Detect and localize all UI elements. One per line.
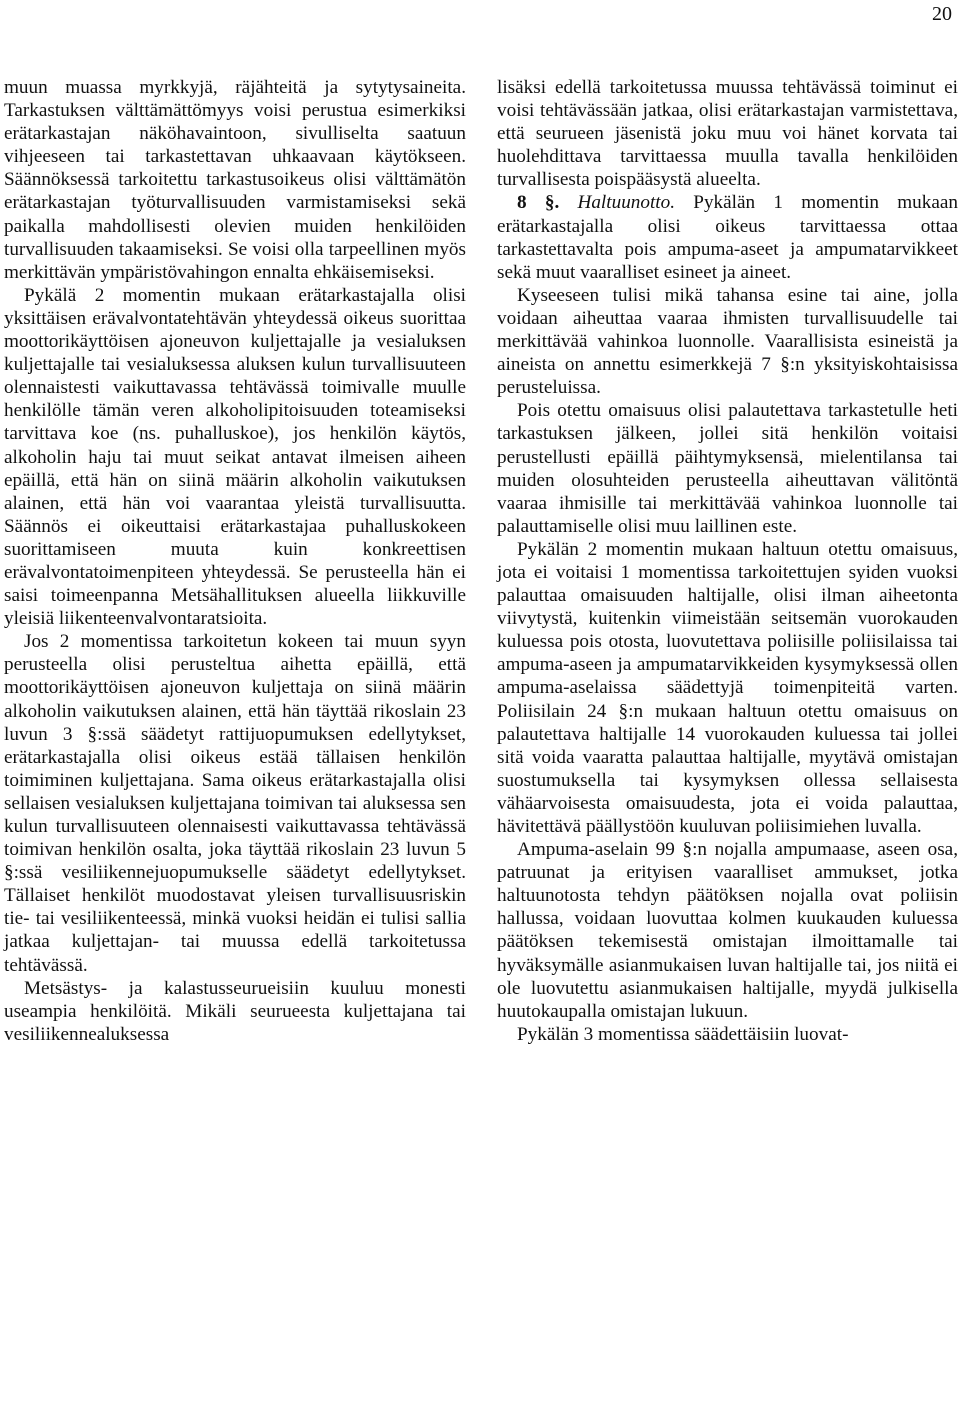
right-paragraph-1: lisäksi edellä tarkoitetussa muussa tehtävässä toiminut ei voisi tehtävässään jatkaa, olisi erätarkastajan varmistettava, että seurueen jäsenistä joku muu voi hänet korvata tai huolehdittava tarvittaessa muulla tavalla henkilöiden turvallisesta poispääsystä alueelta. (497, 77, 958, 191)
section-8-paragraph (497, 191, 958, 283)
left-paragraph-3: Jos 2 momentissa tarkoitetun kokeen tai muun syyn perusteella olisi perusteltua aihetta epäillä, että moottorikäyttöisen ajoneuvon kuljettaja on siinä määrin alkoholin vaikutuksen alainen, että hän täyttää rikoslain 23 luvun 3 §:ssä säädetyt rattijuopumuksen edellytykset, erätarkastajalla olisi oikeus estää tällaisen henkilön toimiminen kuljettajana. Sama oikeus erätarkastajalla olisi sellaisen vesialuksen kuljettajana toimivan tai aluksessa sen kulun turvallisuuteen olennaisesti vaikuttavassa tehtävässä toimivan henkilön osalta, joka täyttää rikoslain 23 luvun 5 §:ssä vesiliikennejuopumukselle säädetyt edellytykset. Tällaiset henkilöt muodostavat yleisen turvallisuusriskin tie- tai vesiliikenteessä, minkä vuoksi heidän ei tulisi sallia jatkaa kuljettajan- tai muussa edellä tarkoitetussa tehtävässä. (4, 631, 466, 976)
right-column (497, 76, 958, 1046)
left-column (4, 76, 466, 1046)
right-paragraph-7: Pykälän 3 momentissa säädettäisiin luovat- (517, 1023, 849, 1045)
left-paragraph-4: Metsästys- ja kalastusseurueisiin kuuluu monesti useampia henkilöitä. Mikäli seurueesta kuljettajana tai vesiliikennealuksessa (4, 977, 466, 1045)
left-paragraph-2: Pykälä 2 momentin mukaan erätarkastajalla olisi yksittäisen erävalvontatehtävän yhteydessä oikeus suorittaa moottorikäyttöisen ajoneuvon kuljettajalle ja vesialuksen kuljettajalle tai vesialuksessa aluksen kulun turvallisuuteen olennaistesti vaikuttavassa tehtävässä toimivalle muulle henkilölle tämän veren alkoholipitoisuuden toteamiseksi tarvittava koe (ns. puhalluskoe), jos henkilön käytös, alkoholin haju tai muut seikat antavat ilmeisen aiheen epäillä, että hän on siinä määrin alkoholin vaikutuksen alainen, että hän voi vaarantaa yleistä turvallisuutta. Säännös ei oikeuttaisi erätarkastajaa puhalluskokeen suorittamiseen muuta kuin konkreettisen erävalvontatoimenpiteen yhteydessä. Se perusteella hän ei saisi toimeenpanna Metsähallituksen alueella liikkuville yleisiä liikenteenvalvontaratsioita. (4, 284, 466, 630)
right-paragraph-5: Pykälän 2 momentin mukaan haltuun otettu omaisuus, jota ei voitaisi 1 momentissa tarkoitettujen syiden vuoksi palauttaa omaisuuden haltijalle, olisi ilman aiheetonta viivytystä, kuitenkin viimeistään seitsemän vuorokauden kuluessa pois otosta, luovutettava poliisille poliisilaissa tai ampuma-aseen ja ampumatarvikkeiden kysymyksessä ollen ampuma-aselaissa säädettyjä toimenpiteitä varten. Poliisilain 24 §:n mukaan haltuun otettu omaisuus on palautettava haltijalle 14 vuorokauden kuluessa tai jollei sitä voida vaaratta palauttaa haltijalle, myytävä omistajan suostumuksella tai kysymyksen ollessa sellaisesta vähäarvoisesta omaisuudesta, jota ei voida palauttaa, hävitettävä päällystöön kuuluvan poliisimiehen luvalla. (497, 538, 958, 837)
right-paragraph-6: Ampuma-aselain 99 §:n nojalla ampumaase, aseen osa, patruunat ja erityisen vaaralliset ammukset, jotka haltuunotosta tehdyn päätöksen nojalla ovat poliisin hallussa, voidaan luovuttaa kolmen kuukauden kuluessa päätöksen tekemisestä omistajan ilmoittamalle tai hyväksymälle asianmukaisen luvan haltijalle tai, jos niitä ei ole luovutettu asianmukaisen haltijalle, myydä julkisella huutokaupalla omistajan lukuun. (497, 839, 958, 1022)
page-number: 20 (932, 3, 952, 25)
right-paragraph-4: Pois otettu omaisuus olisi palautettava tarkastetulle heti tarkastuksen jälkeen, jollei sitä henkilön voitaisi perustellusti epäillä päihtymyksensä, mielentilansa tai muiden olosuhteiden perusteella aiheuttavan välitöntä vaaraa ihmisille tai merkittävää vahinkoa luonnolle tai palauttamiselle olisi muu laillinen este. (497, 400, 958, 537)
section-text: Pykälän 1 momentin mukaan erätarkastajalla olisi oikeus tarvittaessa ottaa tarkastettavalta pois ampuma-aseet ja ampumatarvikkeet sekä muut vaaralliset esineet ja aineet. (497, 192, 958, 283)
section-number: 8 §. (517, 192, 560, 214)
right-paragraph-3: Kyseeseen tulisi mikä tahansa esine tai aine, jolla voidaan aiheuttaa vaaraa ihmisten turvallisuudelle tai merkittävää vahinkoa luonnolle. Vaarallisista esineistä ja aineista on annettu esimerkkejä 7 §:n yksityiskohtaisissa perusteluissa. (497, 284, 958, 399)
left-paragraph-1: muun muassa myrkkyjä, räjähteitä ja sytytysaineita. Tarkastuksen välttämättömyys voisi perustua esimerkiksi erätarkastajan näköhavaintoon, sivulliselta saatuun vihjeeseen tai tarkastettavan uhkaavaan käytökseen. Säännöksessä tarkoitettu tarkastusoikeus olisi välttämätön erätarkastajan työturvallisuuden varmistamiseksi sekä paikalla mahdollisesti olevien muiden henkilöiden turvallisuuden takaamiseksi. Se voisi olla tarpeellinen myös merkittävän ympäristövahingon ennalta ehkäisemiseksi. (4, 77, 466, 283)
section-title: Haltuunotto. (577, 192, 676, 214)
